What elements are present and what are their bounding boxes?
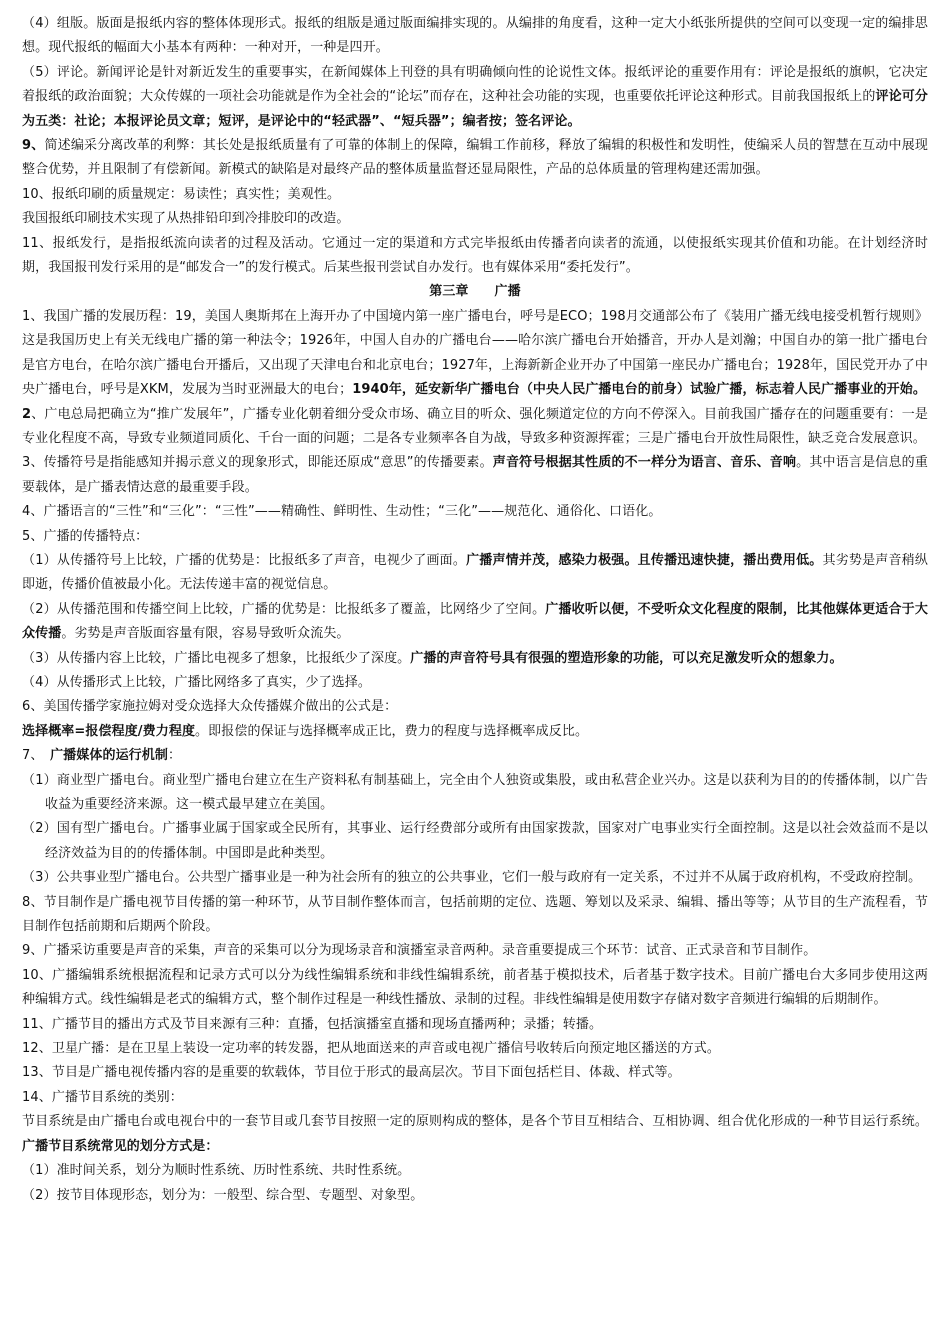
text-run: （1）准时间关系，划分为顺时性系统、历时性系统、共时性系统。	[22, 1163, 411, 1179]
paragraph	[22, 1086, 928, 1110]
bold-text-run: 2	[22, 406, 32, 422]
bold-text-run: 1940年，延安新华广播电台（中央人民广播电台的前身）试验广播，标志着人民广播事业的开始。	[352, 382, 926, 398]
chapter-number: 第三章	[429, 284, 469, 300]
paragraph	[22, 1159, 928, 1183]
bold-text-run: 广播收听以便，不受听众文化程度的限制，比其他媒体更适合于大众传播	[22, 601, 928, 642]
text-run: （2）按节目体现形态，划分为：一般型、综合型、专题型、对象型。	[22, 1187, 424, 1203]
bold-text-run: 广播节目系统常见的划分方式是：	[22, 1138, 219, 1154]
paragraph	[22, 1013, 928, 1037]
paragraph	[22, 671, 928, 695]
bold-text-run: 选择概率=报偿程度/费力程度	[22, 723, 196, 739]
bold-text-run: 广播的声音符号具有很强的塑造形象的功能，可以充足激发听众的想象力。	[410, 650, 843, 666]
paragraph	[22, 891, 928, 940]
paragraph	[22, 207, 928, 231]
paragraph	[22, 525, 928, 549]
text-run: ：	[167, 748, 182, 764]
text-run: 14、广播节目系统的类别：	[22, 1089, 183, 1105]
paragraph	[22, 964, 928, 1013]
paragraph	[22, 134, 928, 183]
bold-text-run: 声音符号根据其性质的不一样分为语言、音乐、音响	[492, 455, 797, 471]
paragraph	[22, 769, 928, 818]
text-run: 3、传播符号是指能感知并揭示意义的现象形式，即能还原成“意思”的传播要素。	[22, 455, 493, 471]
text-run: 、广电总局把确立为“推广发展年”，广播专业化朝着细分受众市场、确立目的听众、强化频道定位的方向不停深入。目前我国广播存在的问题重要有：一是专业化程度不高，导致专业频道同质化、千台一面的问题；二是各专业频率各自为战，导致多种资源挥霍；三是广播电台开放性局限性，缺乏竞合发展意识。	[22, 406, 928, 446]
text-run: 7、	[22, 748, 51, 764]
paragraph	[22, 232, 928, 281]
text-run: 节目系统是由广播电台或电视台中的一套节目或几套节目按照一定的原则构成的整体，是各个节目互相结合、互相协调、组合优化形成的一种节目运行系统。	[22, 1114, 928, 1130]
paragraph	[22, 1110, 928, 1159]
text-run: 。劣势是声音版面容量有限，容易导致听众流失。	[61, 626, 350, 642]
text-run: （4）从传播形式上比较，广播比网络多了真实，少了选择。	[22, 674, 371, 690]
paragraph	[22, 61, 928, 134]
bold-text-run: 广播声情并茂，感染力极强。且传播迅速快捷，播出费用低。	[466, 552, 823, 568]
chapter-title: 广播	[494, 284, 521, 300]
text-run: （3）从传播内容上比较，广播比电视多了想象，比报纸少了深度。	[22, 650, 411, 666]
text-run: 6、美国传播学家施拉姆对受众选择大众传播媒介做出的公式是：	[22, 699, 398, 715]
text-run: 。其中语言是信息的重要载体，是广播表情达意的最重要手段。	[22, 455, 928, 495]
text-run: 我国报纸印刷技术实现了从热排铅印到冷排胶印的改造。	[22, 211, 350, 227]
text-run: 4、广播语言的“三性”和“三化”：“三性”——精确性、鲜明性、生动性；“三化”——规范化、通俗化、口语化。	[22, 504, 662, 520]
paragraph	[22, 817, 928, 866]
paragraph	[22, 305, 928, 403]
text-run: 13、节目是广播电视传播内容的是重要的软载体，节目位于形式的最高层次。节目下面包括栏目、体裁、样式等。	[22, 1065, 681, 1081]
text-run: 10、广播编辑系统根据流程和记录方式可以分为线性编辑系统和非线性编辑系统，前者基于模拟技术，后者基于数字技术。目前广播电台大多同步使用这两种编辑方式。线性编辑是老式的编辑方式，整个制作过程是一种线性播放、录制的过程。非线性编辑是使用数字存储对数字音频进行编辑的后期制作。	[22, 967, 928, 1008]
paragraph	[22, 866, 928, 890]
text-run: 12、卫星广播：是在卫星上装设一定功率的转发器，把从地面送来的声音或电视广播信号收转后向预定地区播送的方式。	[22, 1041, 720, 1057]
paragraph	[22, 720, 928, 744]
text-run: 其劣势是声音稍纵即逝，传播价值被最小化。无法传递丰富的视觉信息。	[22, 552, 928, 593]
paragraph	[22, 1061, 928, 1085]
paragraph	[22, 695, 928, 719]
text-run: 10、报纸印刷的质量规定：易读性；真实性；美观性。	[22, 186, 341, 202]
text-run: （5）评论。新闻评论是针对新近发生的重要事实，在新闻媒体上刊登的具有明确倾向性的论说性文体。报纸评论的重要作用有：评论是报纸的旗帜，它决定着报纸的政治面貌；大众传媒的一项社会功能就是作为全社会的“论坛”而存在，这种社会功能的实现，也重要依托评论这种形式。目前我国报纸上的	[22, 64, 928, 105]
text-run: （1）从传播符号上比较，广播的优势是：比报纸多了声音，电视少了画面。	[22, 552, 467, 568]
text-run: 1、我国广播的发展历程：19，美国人奥斯邦在上海开办了中国境内第一座广播电台，呼号是ECO；198月交通部公布了《装用广播无线电接受机暂行规则》这是我国历史上有关无线电广播的第一种法令；1926年，中国人自办的广播电台——哈尔滨广播电台开始播音，开办人是刘瀚；中国自办的第一批广播电台是官方电台，在哈尔滨广播电台开播后，又出现了天津电台和北京电台；1927年，上海新新企业开办了中国第一座民办广播电台；1928年，国民党开办了中央广播电台，呼号是XKM，发展为当时亚洲最大的电台；	[22, 308, 928, 398]
text-run: （4）组版。版面是报纸内容的整体体现形式。报纸的组版是通过版面编排实现的。从编排的角度看，这种一定大小纸张所提供的空间可以变现一定的编排思想。现代报纸的幅面大小基本有两种：一种对开，一种是四开。	[22, 16, 928, 56]
paragraph	[22, 183, 928, 207]
paragraph	[22, 744, 928, 768]
paragraph	[22, 647, 928, 671]
text-run: （1）商业型广播电台。商业型广播电台建立在生产资料私有制基础上，完全由个人独资或集股，或由私营企业兴办。这是以获利为目的的传播体制，以广告收益为重要经济来源。这一模式最早建立在美国。	[22, 772, 928, 812]
paragraph	[22, 1037, 928, 1061]
paragraph	[22, 451, 928, 500]
text-run: 11、广播节目的播出方式及节目来源有三种：直播，包括演播室直播和现场直播两种；录播；转播。	[22, 1016, 603, 1032]
text-run: （2）国有型广播电台。广播事业属于国家或全民所有，其事业、运行经费部分或所有由国家拨款，国家对广电事业实行全面控制。这是以社会效益而不是以经济效益为目的的传播体制。中国即是此种类型。	[22, 821, 928, 861]
paragraph	[22, 598, 928, 647]
paragraph	[22, 500, 928, 524]
text-run: 简述编采分离改革的利弊：其长处是报纸质量有了可靠的体制上的保障，编辑工作前移，释放了编辑的积极性和发明性，使编采人员的智慧在互动中展现整合优势，并且限制了有偿新闻。新模式的缺陷是对最终产品的整体质量监督还显局限性，产品的总体质量的管理构建还需加强。	[22, 138, 929, 178]
bold-text-run: 广播媒体的运行机制	[50, 748, 168, 764]
text-run: 5、广播的传播特点：	[22, 528, 149, 544]
chapter-heading	[22, 280, 928, 304]
text-run: （2）从传播范围和传播空间上比较，广播的优势是：比报纸多了覆盖，比网络少了空间。	[22, 601, 546, 617]
bold-text-run: 9、	[22, 138, 45, 154]
text-run: 9、广播采访重要是声音的采集，声音的采集可以分为现场录音和演播室录音两种。录音重要提成三个环节：试音、正式录音和节目制作。	[22, 943, 817, 959]
paragraph	[22, 939, 928, 963]
text-run: 11、报纸发行，是指报纸流向读者的过程及活动。它通过一定的渠道和方式完毕报纸由传播者向读者的流通，以使报纸实现其价值和功能。在计划经济时期，我国报刊发行采用的是“邮发合一”的发行模式。后某些报刊尝试自办发行。也有媒体采用“委托发行”。	[22, 235, 928, 276]
bold-text-run: 评论可分为五类：社论；本报评论员文章；短评，是评论中的“轻武器”、“短兵器”；编者按；签名评论。	[22, 89, 928, 129]
paragraph	[22, 12, 928, 61]
text-run: （3）公共事业型广播电台。公共型广播事业是一种为社会所有的独立的公共事业，它们一般与政府有一定关系，不过并不从属于政府机构，不受政府控制。	[22, 870, 922, 886]
paragraph	[22, 1184, 928, 1208]
text-run: 8、节目制作是广播电视节目传播的第一种环节，从节目制作整体而言，包括前期的定位、选题、筹划以及采录、编辑、播出等等；从节目的生产流程看，节目制作包括前期和后期两个阶段。	[22, 894, 928, 935]
paragraph	[22, 549, 928, 598]
text-run: 。即报偿的保证与选择概率成正比，费力的程度与选择概率成反比。	[195, 723, 589, 739]
paragraph	[22, 403, 928, 452]
